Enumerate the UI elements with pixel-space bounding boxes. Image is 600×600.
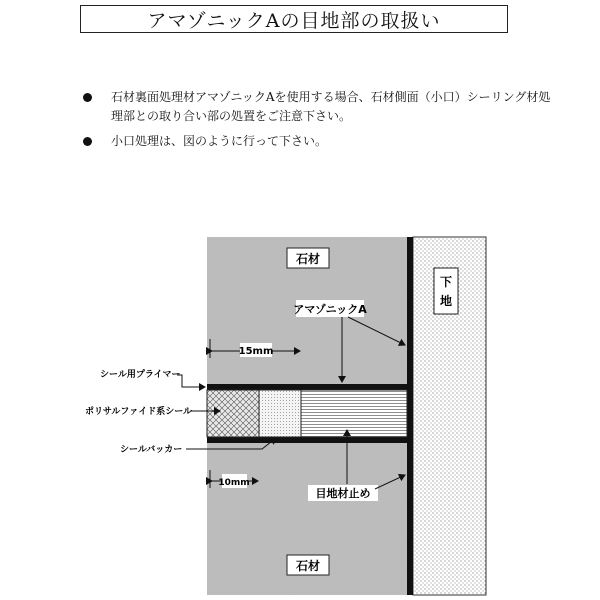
bullet-text: 石材裏面処理材アマゾニックAを使用する場合、石材側面（小口）シーリング材処理部との取り合い部の処置をご注意下さい。 bbox=[111, 90, 551, 123]
joint-stop-label: 目地材止め bbox=[315, 487, 371, 500]
amazonic-bottom-edge bbox=[207, 437, 413, 443]
polysulfide-label: ポリサルファイド系シール bbox=[85, 407, 193, 417]
substrate-label-2: 地 bbox=[439, 294, 453, 308]
stone-top-label: 石材 bbox=[295, 252, 321, 266]
stone-bottom-label: 石材 bbox=[295, 559, 321, 573]
dimension-10mm: 10mm bbox=[218, 478, 250, 488]
dimension-15mm: 15mm bbox=[238, 346, 274, 357]
seal-backer bbox=[259, 390, 301, 437]
amazonic-label: アマゾニックA bbox=[293, 303, 367, 316]
amazonic-top-edge bbox=[207, 384, 413, 390]
bullet-text: 小口処理は、図のように行って下さい。 bbox=[111, 134, 328, 148]
page-title: アマゾニックAの目地部の取扱い bbox=[80, 5, 508, 33]
primer-label: シール用プライマー bbox=[100, 370, 181, 380]
joint-stop-material bbox=[301, 390, 407, 437]
polysulfide-seal bbox=[207, 390, 259, 437]
substrate-label-1: 下 bbox=[439, 275, 453, 289]
amazonic-back-layer bbox=[407, 237, 413, 595]
backer-label: シールバッカー bbox=[120, 445, 183, 455]
